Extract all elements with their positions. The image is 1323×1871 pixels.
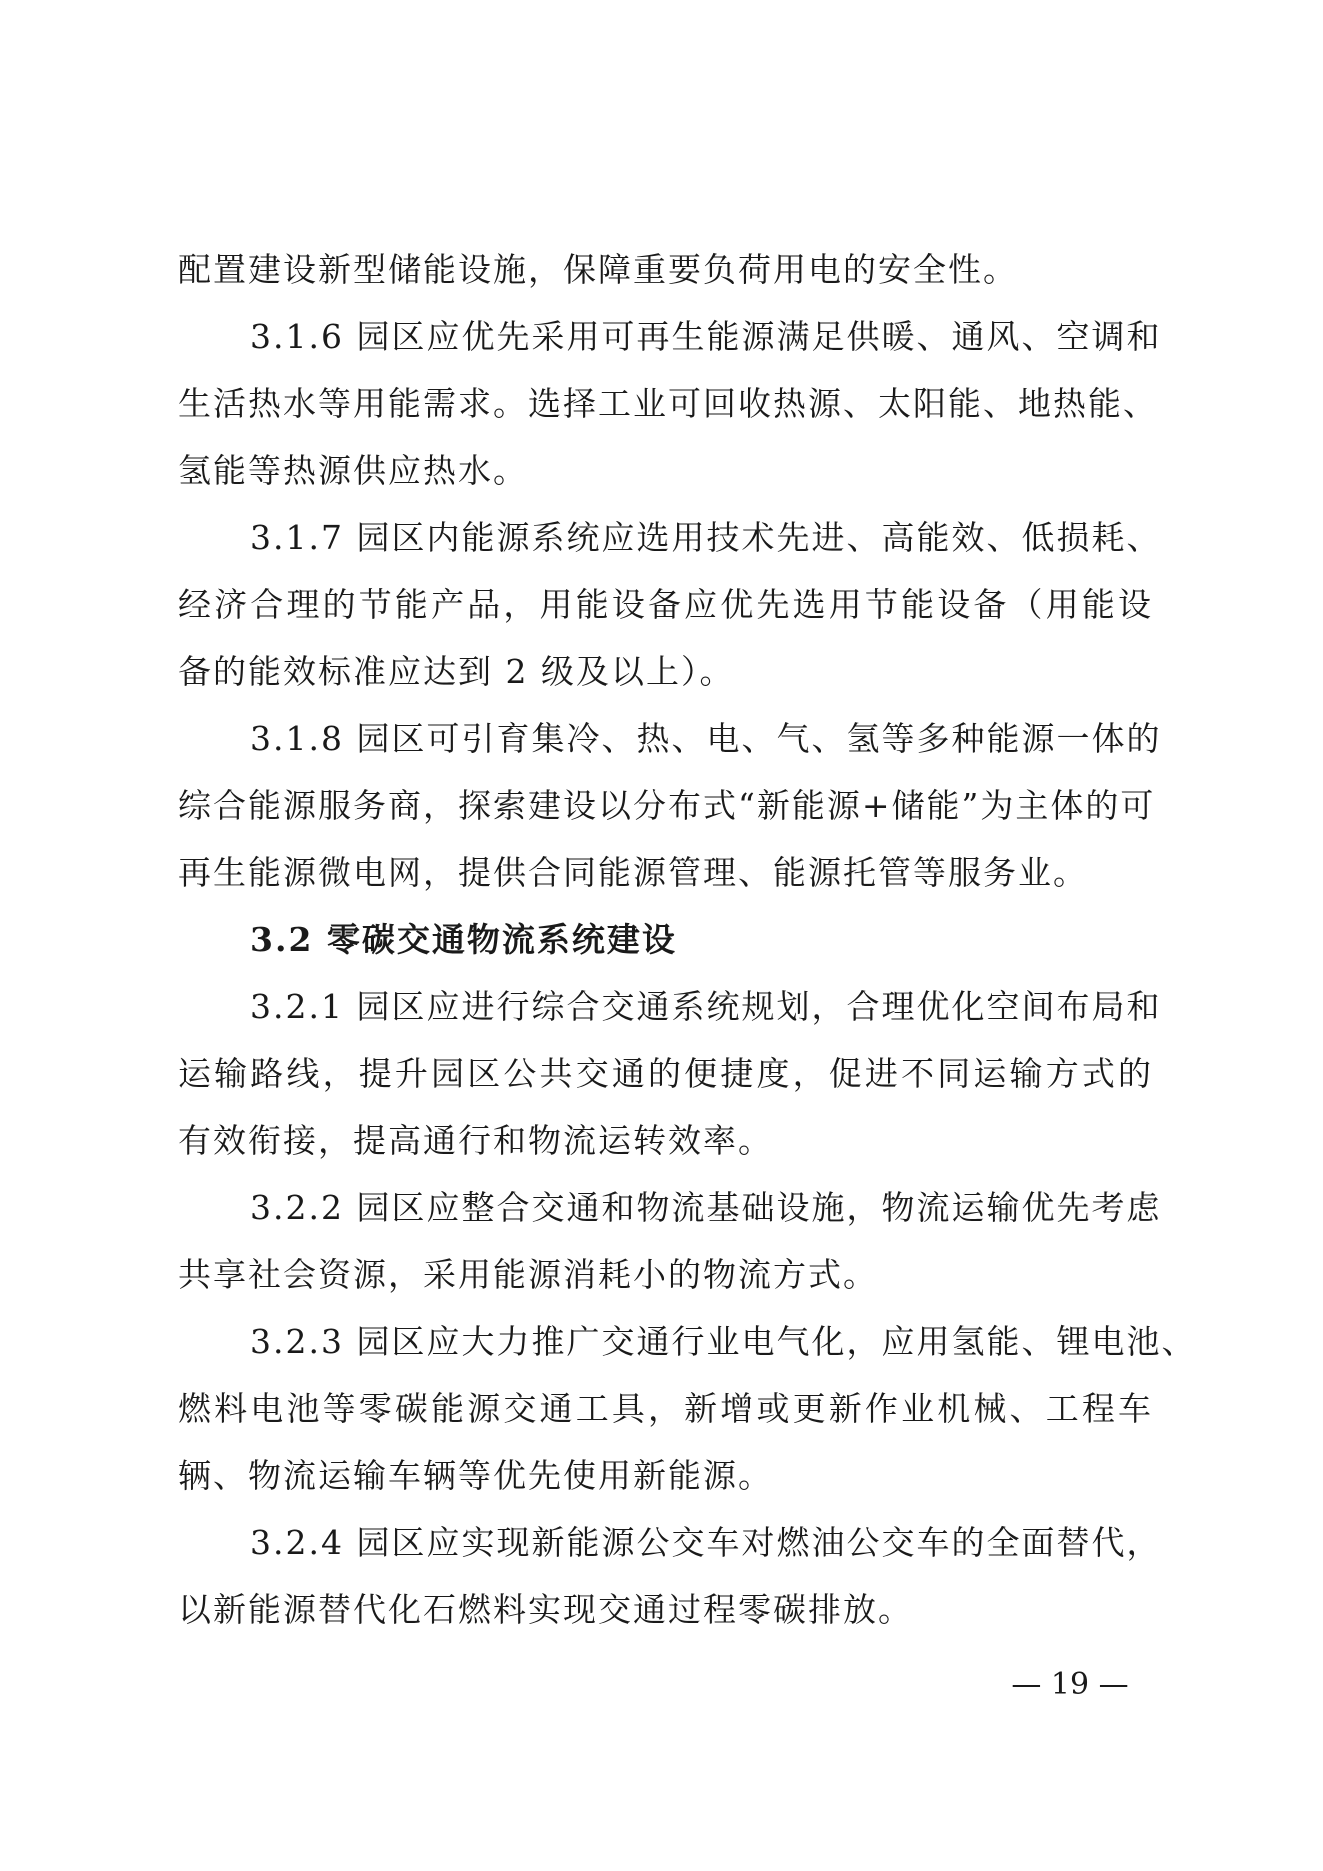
text-line: 以新能源替代化石燃料实现交通过程零碳排放。 (178, 1590, 913, 1629)
text-line: 燃料电池等零碳能源交通工具，新增或更新作业机械、工程车 (178, 1389, 1153, 1428)
section-heading-3-2: 3.2 零碳交通物流系统建设 (250, 920, 677, 959)
text-line: 经济合理的节能产品，用能设备应优先选用节能设备（用能设 (178, 585, 1153, 624)
text-line: 再生能源微电网，提供合同能源管理、能源托管等服务业。 (178, 853, 1088, 892)
clause-3-1-6-line: 3.1.6 园区应优先采用可再生能源满足供暖、通风、空调和 (250, 317, 1162, 356)
text-line: 共享社会资源，采用能源消耗小的物流方式。 (178, 1255, 878, 1294)
text-line: 备的能效标准应达到 2 级及以上）。 (178, 652, 735, 691)
text-line: 综合能源服务商，探索建设以分布式“新能源+储能”为主体的可 (178, 786, 1156, 825)
text-line: 有效衔接，提高通行和物流运转效率。 (178, 1121, 773, 1160)
page-number: — 19 — (1011, 1667, 1129, 1702)
text-line: 配置建设新型储能设施，保障重要负荷用电的安全性。 (178, 250, 1018, 289)
text-line: 运输路线，提升园区公共交通的便捷度，促进不同运输方式的 (178, 1054, 1153, 1093)
clause-3-2-3-line: 3.2.3 园区应大力推广交通行业电气化，应用氢能、锂电池、 (250, 1322, 1197, 1361)
clause-3-2-2-line: 3.2.2 园区应整合交通和物流基础设施，物流运输优先考虑 (250, 1188, 1162, 1227)
clause-3-2-4-line: 3.2.4 园区应实现新能源公交车对燃油公交车的全面替代， (250, 1523, 1162, 1562)
text-line: 生活热水等用能需求。选择工业可回收热源、太阳能、地热能、 (178, 384, 1158, 423)
clause-3-1-7-line: 3.1.7 园区内能源系统应选用技术先进、高能效、低损耗、 (250, 518, 1162, 557)
text-line: 辆、物流运输车辆等优先使用新能源。 (178, 1456, 773, 1495)
clause-3-1-8-line: 3.1.8 园区可引育集冷、热、电、气、氢等多种能源一体的 (250, 719, 1162, 758)
clause-3-2-1-line: 3.2.1 园区应进行综合交通系统规划，合理优化空间布局和 (250, 987, 1162, 1026)
text-line: 氢能等热源供应热水。 (178, 451, 528, 490)
